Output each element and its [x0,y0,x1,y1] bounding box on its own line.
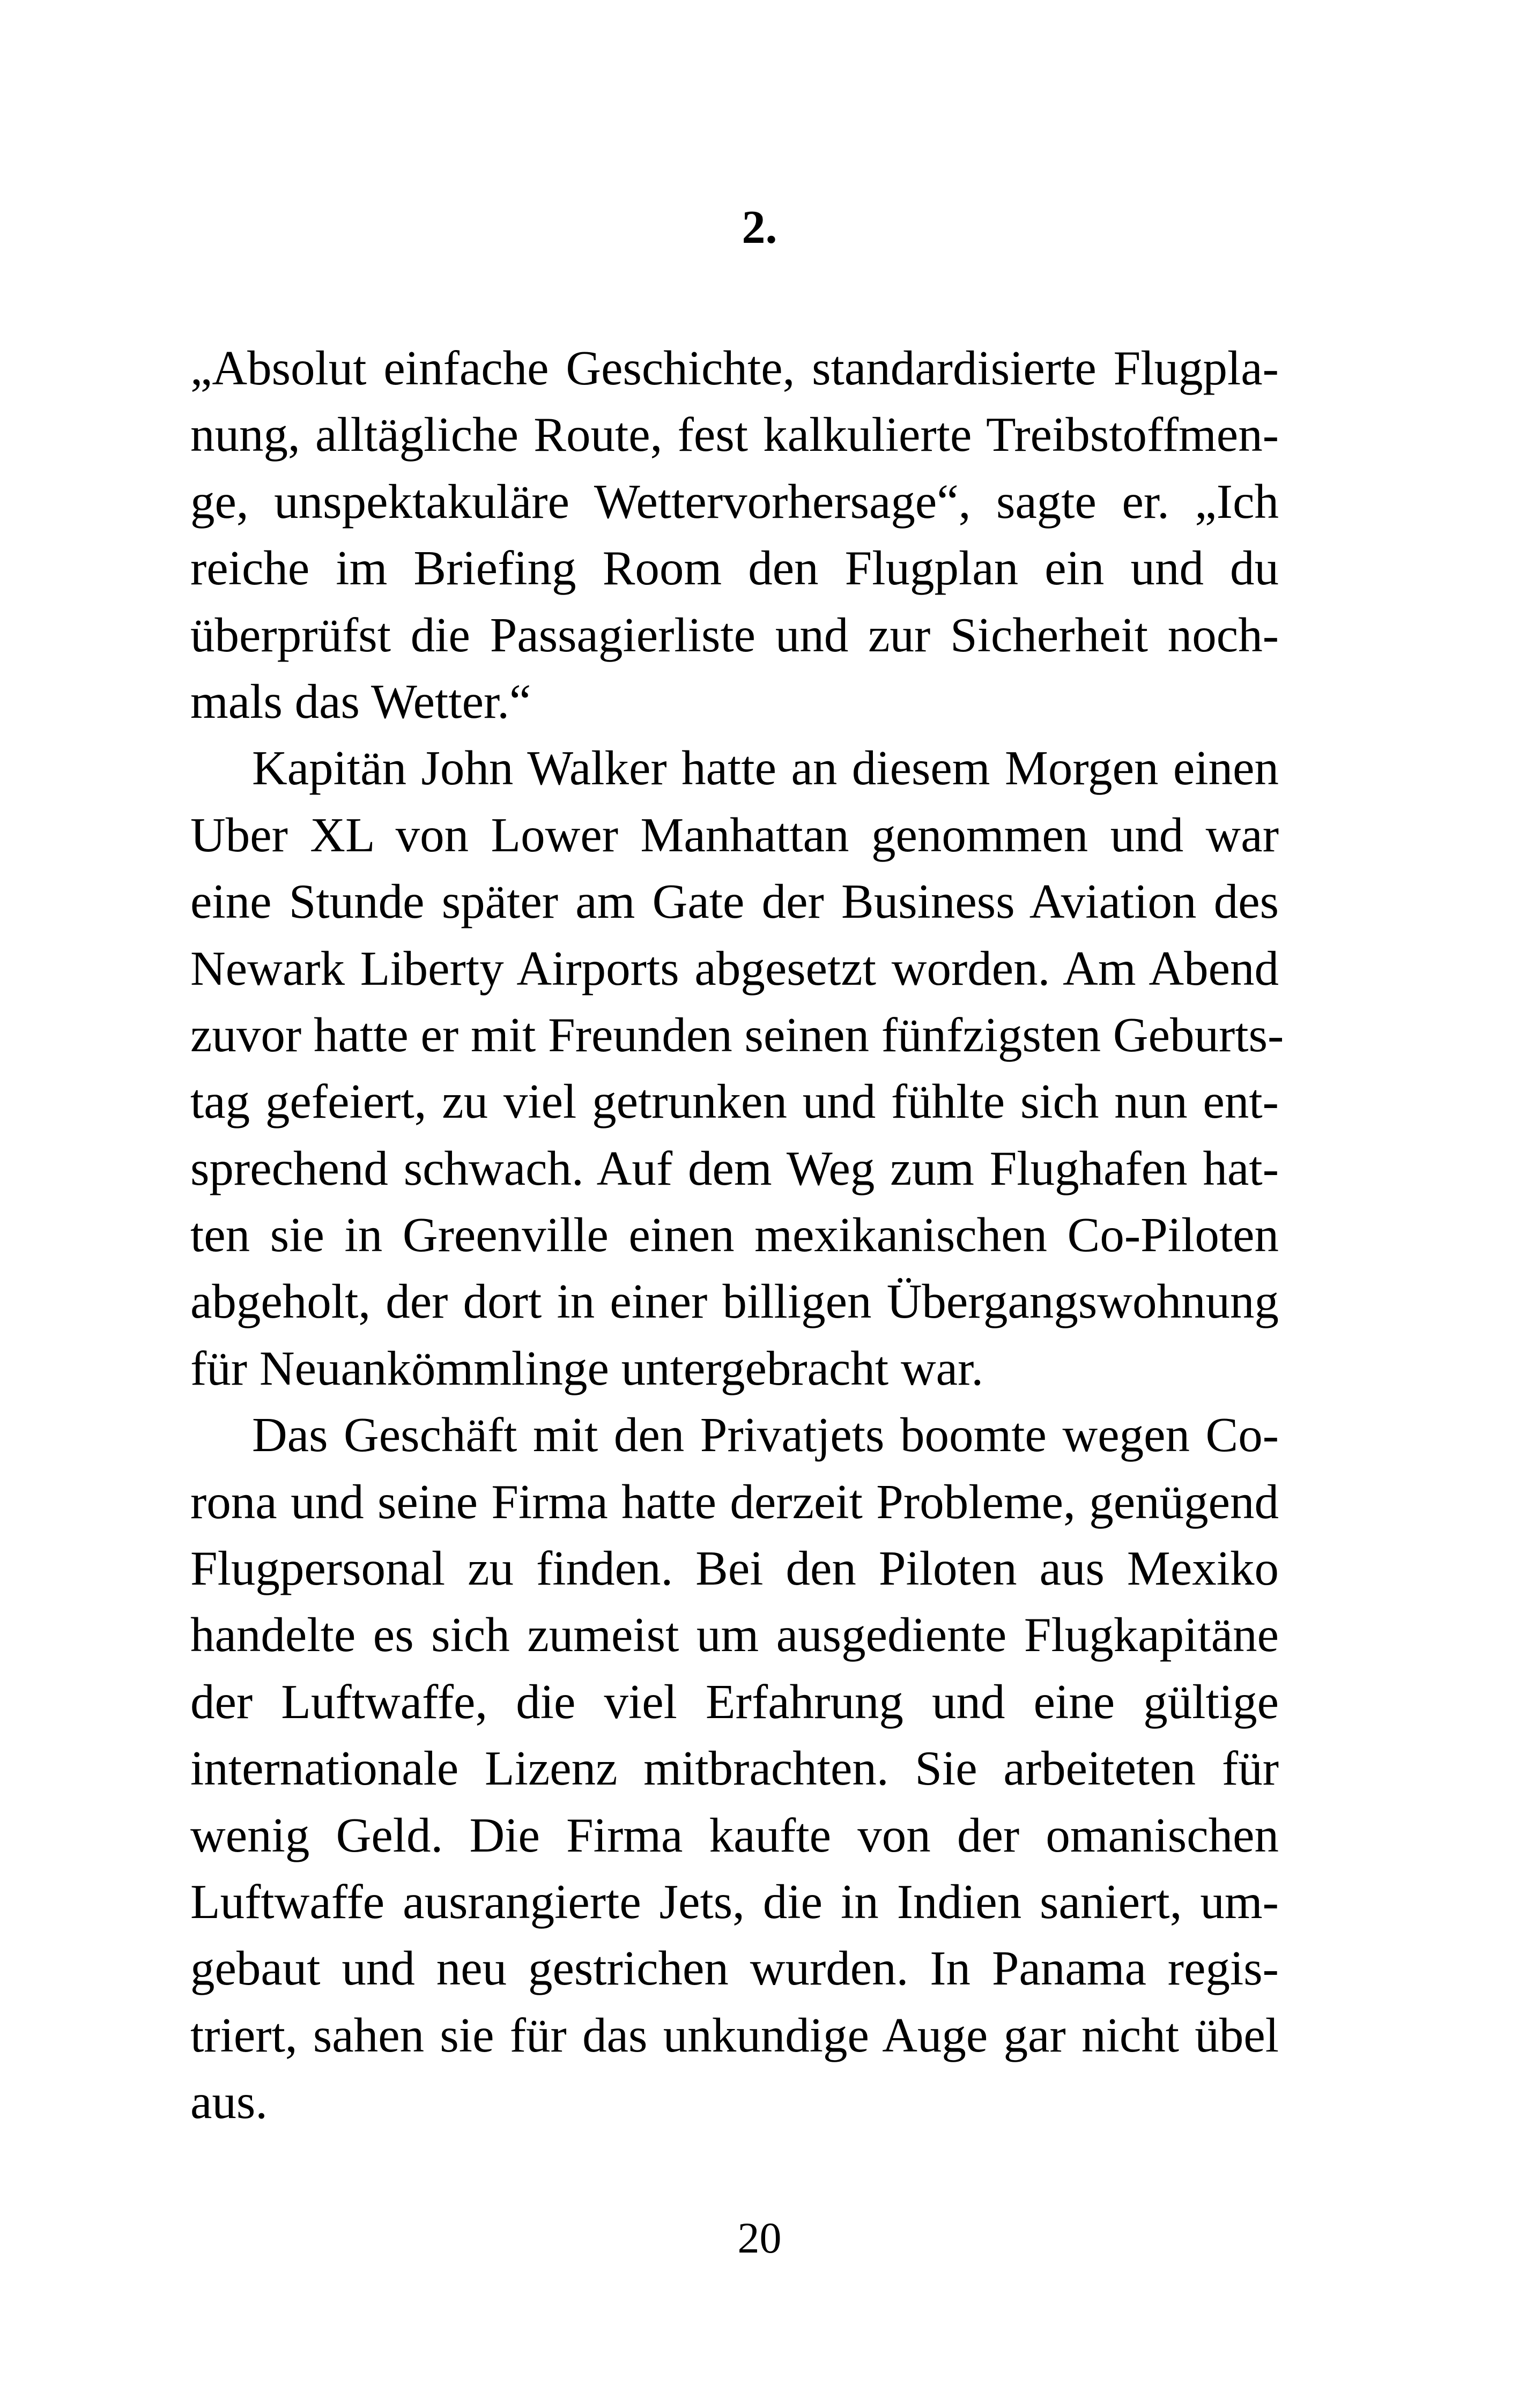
body-text [190,335,1284,2136]
text-line: sprechend schwach. Auf dem Weg zum Flughafen hat- [190,1141,1279,1195]
text-line: Das Geschäft mit den Privatjets boomte wegen Co- [252,1408,1279,1462]
text-line: der Luftwaffe, die viel Erfahrung und eine gültige [190,1674,1279,1729]
paragraph [190,335,1279,735]
paragraph [190,1402,1279,2135]
text-line: eine Stunde später am Gate der Business Aviation des [190,874,1279,929]
text-line: überprüfst die Passagierliste und zur Sicherheit noch- [190,607,1279,662]
text-line: reiche im Briefing Room den Flugplan ein und du [190,541,1279,596]
text-line: aus. [190,2075,268,2129]
text-line: tag gefeiert, zu viel getrunken und fühlte sich nun ent- [190,1074,1279,1129]
text-line: ten sie in Greenville einen mexikanischen Co-Piloten [190,1208,1279,1262]
text-line: handelte es sich zumeist um ausgediente Flugkapitäne [190,1608,1279,1662]
text-line: wenig Geld. Die Firma kaufte von der omanischen [190,1808,1279,1862]
text-line: nung, alltägliche Route, fest kalkulierte Treibstoffmen- [190,407,1279,462]
text-line: mals das Wetter.“ [190,674,531,729]
text-line: Newark Liberty Airports abgesetzt worden. Am Abend [190,941,1279,995]
text-line: ge, unspektakuläre Wettervorhersage“, sagte er. „Ich [190,474,1279,529]
text-line: zuvor hatte er mit Freunden seinen fünfzigsten Geburts- [190,1007,1284,1062]
text-line: gebaut und neu gestrichen wurden. In Panama regis- [190,1941,1279,1996]
paragraph [190,735,1284,1402]
text-line: „Absolut einfache Geschichte, standardisierte Flugpla- [190,341,1279,395]
chapter-heading: 2. [742,202,777,254]
text-line: rona und seine Firma hatte derzeit Probleme, genügend [190,1474,1279,1529]
text-line: für Neuankömmlinge untergebracht war. [190,1341,984,1395]
text-line: abgeholt, der dort in einer billigen Übergangswohnung [190,1274,1279,1329]
text-line: triert, sahen sie für das unkundige Auge gar nicht übel [190,2008,1279,2062]
text-line: Flugpersonal zu finden. Bei den Piloten aus Mexiko [190,1541,1279,1596]
page-number: 20 [737,2213,782,2262]
text-line: internationale Lizenz mitbrachten. Sie arbeiteten für [190,1741,1279,1796]
text-line: Kapitän John Walker hatte an diesem Morgen einen [252,741,1279,796]
text-line: Luftwaffe ausrangierte Jets, die in Indien saniert, um- [190,1874,1279,1929]
text-line: Uber XL von Lower Manhattan genommen und war [190,807,1279,862]
